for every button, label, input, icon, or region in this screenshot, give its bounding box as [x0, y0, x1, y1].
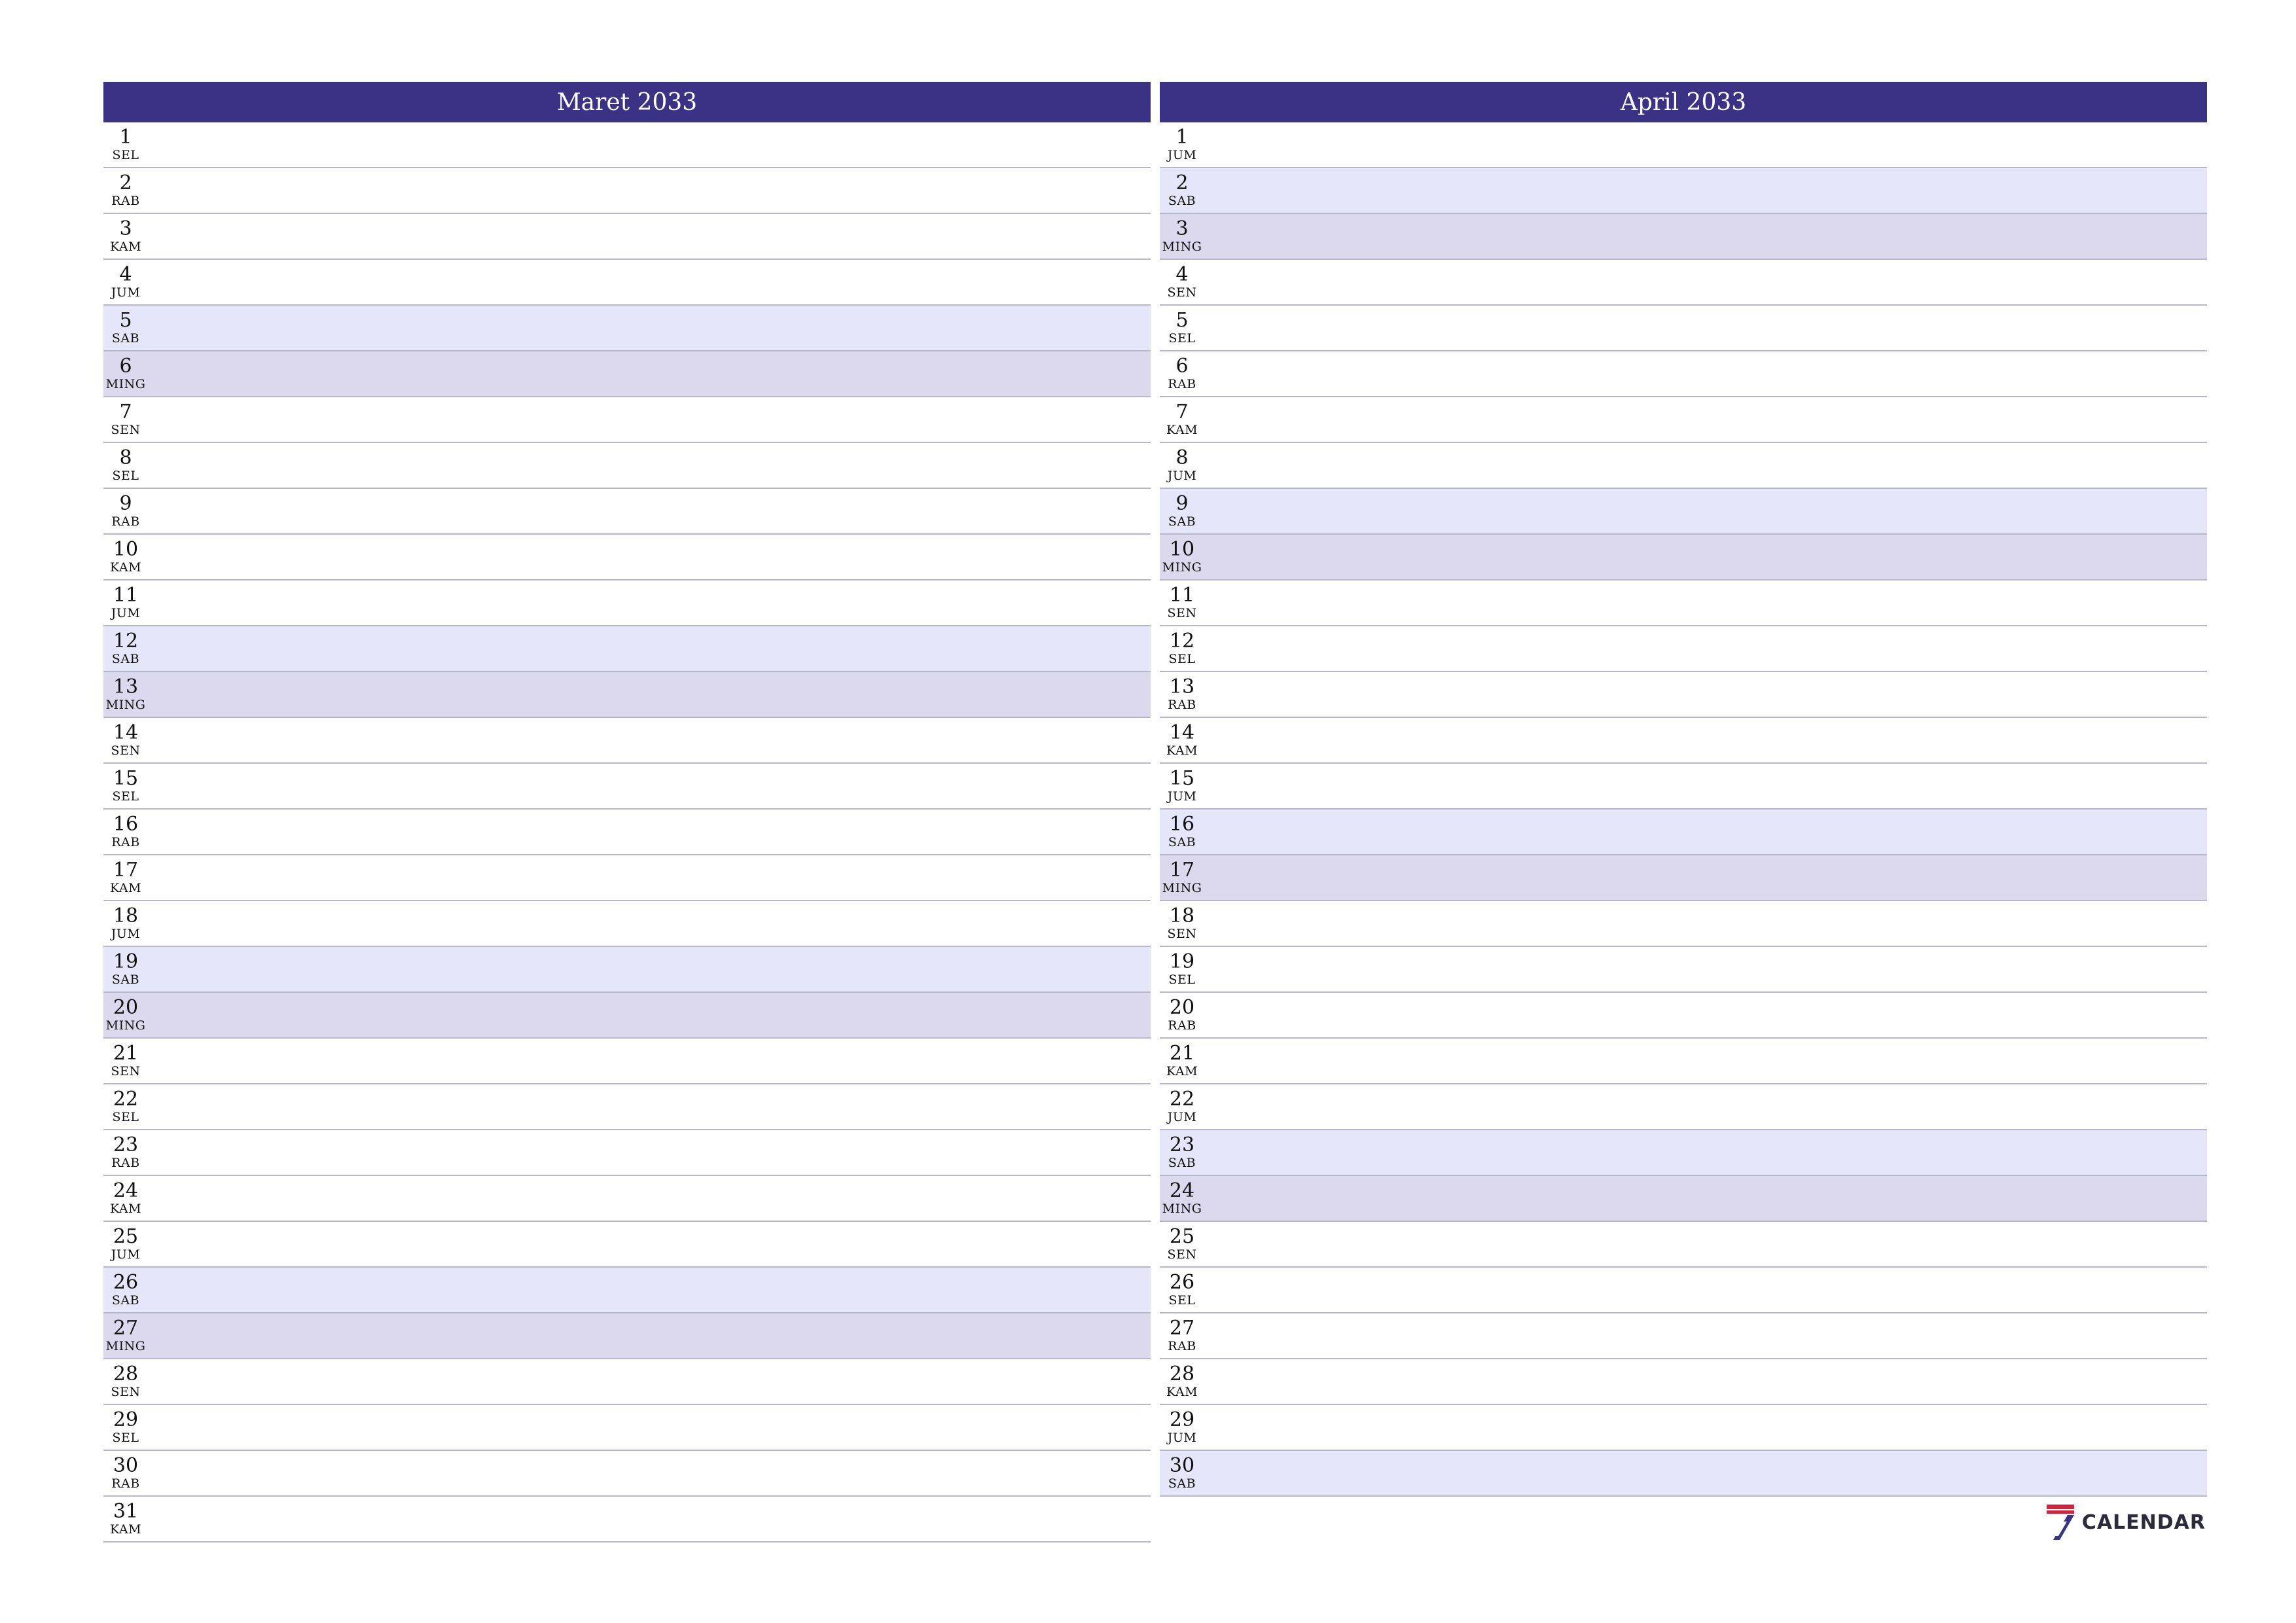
day-name: KAM: [109, 560, 142, 575]
day-row[interactable]: [103, 443, 1151, 489]
day-name: SAB: [111, 331, 140, 346]
day-cell: [1160, 214, 1204, 259]
day-name: SAB: [111, 652, 140, 666]
day-number: 17: [1169, 859, 1195, 882]
day-name: KAM: [1166, 1385, 1198, 1399]
day-cell: [1160, 1222, 1204, 1266]
day-row[interactable]: [103, 580, 1151, 626]
day-number: 30: [113, 1454, 139, 1477]
day-number: 3: [1175, 217, 1189, 240]
day-name: SAB: [111, 1293, 140, 1308]
day-name: SEN: [111, 423, 141, 437]
day-cell: [1160, 351, 1204, 396]
month-title: April 2033: [1160, 82, 2207, 122]
day-name: RAB: [1168, 698, 1196, 712]
day-name: JUM: [1167, 148, 1197, 162]
day-cell: [1160, 1176, 1204, 1221]
day-name: SEN: [1167, 606, 1197, 620]
day-number: 14: [1169, 721, 1195, 744]
day-row[interactable]: [103, 489, 1151, 535]
day-cell: [1160, 1405, 1204, 1450]
day-cell: [103, 168, 148, 213]
day-number: 31: [113, 1500, 139, 1523]
day-cell: [103, 397, 148, 442]
day-cell: [103, 1451, 148, 1495]
day-name: SEL: [112, 148, 139, 162]
day-cell: [103, 489, 148, 533]
day-number: 8: [119, 446, 132, 469]
day-cell: [103, 1222, 148, 1266]
day-row[interactable]: [103, 1176, 1151, 1222]
day-row[interactable]: [1160, 718, 2207, 764]
day-name: JUM: [111, 1247, 141, 1262]
day-number: 16: [113, 813, 139, 836]
day-name: RAB: [1168, 377, 1196, 391]
seven-calendar-logo-icon: [2045, 1503, 2075, 1541]
day-row[interactable]: [1160, 764, 2207, 810]
day-name: SEL: [112, 789, 139, 804]
day-name: SAB: [1168, 835, 1196, 849]
day-row[interactable]: [103, 1268, 1151, 1313]
day-row[interactable]: [103, 168, 1151, 214]
day-row[interactable]: [103, 214, 1151, 260]
day-name: KAM: [1166, 743, 1198, 758]
day-cell: [1160, 535, 1204, 579]
day-number: 18: [113, 904, 139, 927]
day-row[interactable]: [1160, 1359, 2207, 1405]
day-number: 6: [119, 355, 132, 378]
day-row[interactable]: [1160, 1405, 2207, 1451]
day-number: 23: [113, 1133, 139, 1156]
day-number: 25: [113, 1225, 139, 1248]
month-april: [1160, 82, 2207, 1497]
day-number: 16: [1169, 813, 1195, 836]
day-name: KAM: [1166, 423, 1198, 437]
day-number: 8: [1175, 446, 1189, 469]
day-cell: [103, 901, 148, 946]
day-row[interactable]: [103, 810, 1151, 855]
day-row[interactable]: [103, 947, 1151, 993]
day-cell: [103, 764, 148, 808]
day-number: 23: [1169, 1133, 1195, 1156]
day-row[interactable]: [103, 672, 1151, 718]
day-cell: [1160, 1313, 1204, 1358]
day-cell: [103, 1176, 148, 1221]
day-row[interactable]: [103, 855, 1151, 901]
month-march: [103, 82, 1151, 1543]
day-number: 2: [119, 171, 132, 194]
day-number: 9: [1175, 492, 1189, 515]
day-number: 5: [1175, 309, 1189, 332]
day-row[interactable]: [103, 1130, 1151, 1176]
day-number: 21: [1169, 1042, 1195, 1065]
day-row[interactable]: [103, 397, 1151, 443]
day-name: MING: [1162, 881, 1202, 895]
day-cell: [1160, 810, 1204, 854]
day-row[interactable]: [103, 1451, 1151, 1497]
day-number: 9: [119, 492, 132, 515]
day-number: 22: [113, 1088, 139, 1111]
day-number: 12: [113, 630, 139, 652]
day-number: 13: [1169, 675, 1195, 698]
day-row[interactable]: [1160, 1084, 2207, 1130]
day-cell: [1160, 306, 1204, 350]
day-row[interactable]: [1160, 489, 2207, 535]
day-cell: [1160, 1084, 1204, 1129]
day-cell: [103, 1268, 148, 1312]
day-cell: [103, 855, 148, 900]
day-cell: [103, 1405, 148, 1450]
day-number: 2: [1175, 171, 1189, 194]
day-row[interactable]: [1160, 993, 2207, 1039]
day-number: 3: [119, 217, 132, 240]
day-number: 24: [113, 1179, 139, 1202]
day-name: RAB: [111, 514, 140, 529]
day-cell: [103, 1359, 148, 1404]
day-cell: [103, 718, 148, 762]
day-name: SEL: [112, 469, 139, 483]
day-number: 12: [1169, 630, 1195, 652]
day-row[interactable]: [103, 626, 1151, 672]
day-number: 10: [1169, 538, 1195, 561]
day-name: MING: [105, 1339, 146, 1353]
day-cell: [1160, 260, 1204, 304]
day-list: [103, 122, 1151, 1543]
day-name: SEL: [1168, 972, 1196, 987]
day-name: SAB: [1168, 1476, 1196, 1491]
day-row[interactable]: [103, 1222, 1151, 1268]
day-cell: [103, 260, 148, 304]
day-name: SAB: [1168, 194, 1196, 208]
day-name: JUM: [111, 606, 141, 620]
day-row[interactable]: [1160, 1313, 2207, 1359]
day-number: 19: [1169, 950, 1195, 973]
day-number: 28: [1169, 1363, 1195, 1385]
day-name: KAM: [109, 881, 142, 895]
day-row[interactable]: [1160, 535, 2207, 580]
day-row[interactable]: [1160, 260, 2207, 306]
day-row[interactable]: [1160, 1039, 2207, 1084]
day-cell: [103, 810, 148, 854]
day-name: RAB: [1168, 1018, 1196, 1033]
day-row[interactable]: [103, 260, 1151, 306]
day-number: 15: [113, 767, 139, 790]
day-row[interactable]: [103, 718, 1151, 764]
day-cell: [103, 672, 148, 717]
day-number: 28: [113, 1363, 139, 1385]
day-cell: [1160, 1359, 1204, 1404]
day-number: 7: [119, 401, 132, 423]
day-cell: [103, 351, 148, 396]
day-name: MING: [1162, 560, 1202, 575]
day-row[interactable]: [103, 1313, 1151, 1359]
day-number: 27: [1169, 1317, 1195, 1340]
day-row[interactable]: [1160, 1451, 2207, 1497]
day-row[interactable]: [103, 351, 1151, 397]
day-row[interactable]: [1160, 168, 2207, 214]
day-name: RAB: [111, 835, 140, 849]
day-name: SAB: [1168, 1156, 1196, 1170]
day-name: SEN: [111, 1385, 141, 1399]
day-cell: [1160, 901, 1204, 946]
day-row[interactable]: [1160, 1176, 2207, 1222]
day-row[interactable]: [103, 901, 1151, 947]
day-number: 25: [1169, 1225, 1195, 1248]
day-name: JUM: [1167, 1110, 1197, 1124]
day-name: MING: [1162, 1202, 1202, 1216]
day-name: SEL: [112, 1110, 139, 1124]
day-number: 14: [113, 721, 139, 744]
day-cell: [103, 580, 148, 625]
day-row[interactable]: [1160, 810, 2207, 855]
day-cell: [103, 1313, 148, 1358]
day-cell: [1160, 672, 1204, 717]
day-name: KAM: [109, 240, 142, 254]
day-list: [1160, 122, 2207, 1497]
day-name: SEL: [112, 1431, 139, 1445]
day-cell: [103, 1084, 148, 1129]
day-name: MING: [105, 377, 146, 391]
day-cell: [1160, 168, 1204, 213]
day-row[interactable]: [1160, 901, 2207, 947]
day-number: 27: [113, 1317, 139, 1340]
day-row[interactable]: [103, 306, 1151, 351]
day-number: 29: [113, 1408, 139, 1431]
day-name: KAM: [109, 1202, 142, 1216]
day-name: JUM: [1167, 1431, 1197, 1445]
logo-text: CALENDAR: [2081, 1510, 2206, 1534]
day-name: SEL: [1168, 331, 1196, 346]
day-number: 24: [1169, 1179, 1195, 1202]
day-name: RAB: [111, 1156, 140, 1170]
day-row[interactable]: [103, 993, 1151, 1039]
day-row[interactable]: [103, 1405, 1151, 1451]
day-row[interactable]: [103, 764, 1151, 810]
day-number: 1: [1175, 126, 1189, 149]
day-number: 17: [113, 859, 139, 882]
day-number: 1: [119, 126, 132, 149]
day-number: 20: [113, 996, 139, 1019]
day-number: 19: [113, 950, 139, 973]
day-row[interactable]: [103, 535, 1151, 580]
day-cell: [1160, 1039, 1204, 1083]
day-number: 29: [1169, 1408, 1195, 1431]
day-name: SAB: [1168, 514, 1196, 529]
day-cell: [103, 122, 148, 167]
day-name: SAB: [111, 972, 140, 987]
day-row[interactable]: [1160, 1222, 2207, 1268]
day-row[interactable]: [1160, 122, 2207, 168]
day-name: MING: [1162, 240, 1202, 254]
day-name: SEN: [1167, 927, 1197, 941]
day-number: 4: [1175, 263, 1189, 286]
day-row[interactable]: [1160, 397, 2207, 443]
day-row[interactable]: [1160, 1268, 2207, 1313]
day-cell: [1160, 122, 1204, 167]
day-cell: [103, 1497, 148, 1541]
day-name: SEL: [1168, 1293, 1196, 1308]
day-number: 18: [1169, 904, 1195, 927]
day-name: JUM: [1167, 789, 1197, 804]
day-row[interactable]: [1160, 672, 2207, 718]
day-number: 6: [1175, 355, 1189, 378]
day-number: 11: [113, 584, 139, 607]
day-name: MING: [105, 698, 146, 712]
day-cell: [103, 535, 148, 579]
day-name: JUM: [111, 927, 141, 941]
day-row[interactable]: [1160, 214, 2207, 260]
day-name: RAB: [111, 1476, 140, 1491]
day-name: KAM: [1166, 1064, 1198, 1079]
day-name: SEN: [111, 1064, 141, 1079]
day-number: 26: [1169, 1271, 1195, 1294]
day-row[interactable]: [103, 1084, 1151, 1130]
day-row[interactable]: [103, 122, 1151, 168]
day-cell: [103, 214, 148, 259]
day-name: SEN: [1167, 285, 1197, 300]
day-cell: [1160, 580, 1204, 625]
day-name: SEL: [1168, 652, 1196, 666]
day-row[interactable]: [1160, 306, 2207, 351]
day-cell: [103, 443, 148, 488]
day-row[interactable]: [103, 1497, 1151, 1543]
day-number: 22: [1169, 1088, 1195, 1111]
day-name: JUM: [111, 285, 141, 300]
day-name: MING: [105, 1018, 146, 1033]
day-cell: [1160, 855, 1204, 900]
day-number: 26: [113, 1271, 139, 1294]
day-row[interactable]: [1160, 351, 2207, 397]
day-cell: [1160, 1130, 1204, 1175]
day-number: 13: [113, 675, 139, 698]
day-row[interactable]: [1160, 855, 2207, 901]
day-row[interactable]: [1160, 626, 2207, 672]
day-number: 15: [1169, 767, 1195, 790]
day-cell: [1160, 1451, 1204, 1495]
day-name: KAM: [109, 1522, 142, 1537]
day-cell: [1160, 947, 1204, 991]
day-name: SEN: [1167, 1247, 1197, 1262]
day-cell: [1160, 626, 1204, 671]
day-cell: [103, 947, 148, 991]
day-cell: [1160, 1268, 1204, 1312]
day-cell: [1160, 489, 1204, 533]
day-number: 4: [119, 263, 132, 286]
day-cell: [1160, 443, 1204, 488]
brand-logo[interactable]: [2045, 1503, 2206, 1542]
day-cell: [1160, 993, 1204, 1037]
day-name: SEN: [111, 743, 141, 758]
day-number: 30: [1169, 1454, 1195, 1477]
day-number: 20: [1169, 996, 1195, 1019]
day-number: 21: [113, 1042, 139, 1065]
day-number: 5: [119, 309, 132, 332]
day-row[interactable]: [103, 1359, 1151, 1405]
day-number: 11: [1169, 584, 1195, 607]
month-title: Maret 2033: [103, 82, 1151, 122]
day-row[interactable]: [1160, 947, 2207, 993]
day-row[interactable]: [1160, 443, 2207, 489]
day-cell: [103, 1130, 148, 1175]
day-number: 7: [1175, 401, 1189, 423]
day-cell: [103, 306, 148, 350]
day-cell: [1160, 718, 1204, 762]
day-name: RAB: [111, 194, 140, 208]
day-name: JUM: [1167, 469, 1197, 483]
day-cell: [103, 626, 148, 671]
day-row[interactable]: [1160, 1130, 2207, 1176]
day-row[interactable]: [103, 1039, 1151, 1084]
day-number: 10: [113, 538, 139, 561]
day-name: RAB: [1168, 1339, 1196, 1353]
day-cell: [103, 1039, 148, 1083]
day-cell: [1160, 397, 1204, 442]
day-cell: [1160, 764, 1204, 808]
day-row[interactable]: [1160, 580, 2207, 626]
day-cell: [103, 993, 148, 1037]
